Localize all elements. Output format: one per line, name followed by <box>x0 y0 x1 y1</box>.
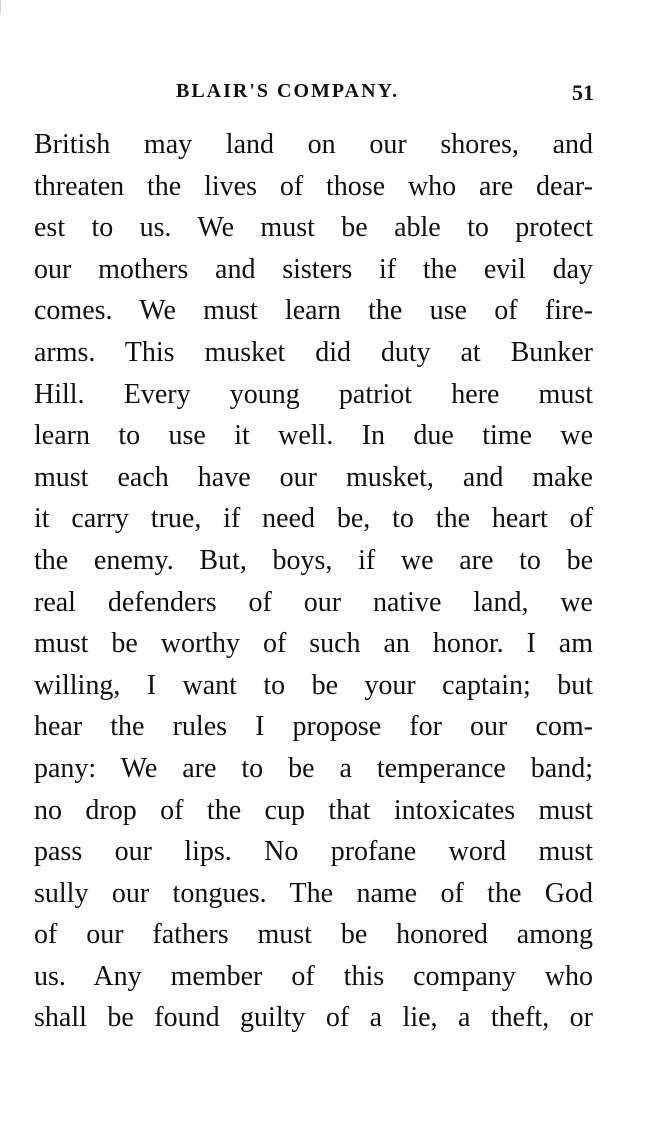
text-line: the enemy. But, boys, if we are to be <box>34 544 593 576</box>
running-head <box>34 80 594 110</box>
body-text <box>34 124 593 1039</box>
text-line: est to us. We must be able to protect <box>34 212 593 244</box>
text-line: learn to use it well. In due time we <box>34 420 593 452</box>
text-line: sully our tongues. The name of the God <box>34 877 593 909</box>
text-line: it carry true, if need be, to the heart of <box>34 503 593 535</box>
text-line: our mothers and sisters if the evil day <box>34 253 593 285</box>
text-line: must each have our musket, and make <box>34 461 593 493</box>
text-line: hear the rules I propose for our com- <box>34 711 593 743</box>
text-line: of our fathers must be honored among <box>34 919 593 951</box>
text-line: no drop of the cup that intoxicates must <box>34 794 593 826</box>
scan-edge-mark <box>0 0 9 14</box>
text-line: comes. We must learn the use of fire- <box>34 295 593 327</box>
running-title: BLAIR'S COMPANY. <box>176 80 400 102</box>
text-line: real defenders of our native land, we <box>34 586 593 618</box>
text-line: us. Any member of this company who <box>34 960 593 992</box>
text-line: willing, I want to be your captain; but <box>34 669 593 701</box>
text-line: threaten the lives of those who are dear- <box>34 170 593 202</box>
text-line: pany: We are to be a temperance band; <box>34 752 593 784</box>
text-line: must be worthy of such an honor. I am <box>34 628 593 660</box>
text-line: British may land on our shores, and <box>34 129 593 160</box>
text-line: pass our lips. No profane word must <box>34 836 593 868</box>
text-line: shall be found guilty of a lie, a theft, or <box>34 1002 593 1034</box>
page-number: 51 <box>572 80 594 105</box>
text-line: Hill. Every young patriot here must <box>34 378 593 410</box>
text-line: arms. This musket did duty at Bunker <box>34 336 593 368</box>
